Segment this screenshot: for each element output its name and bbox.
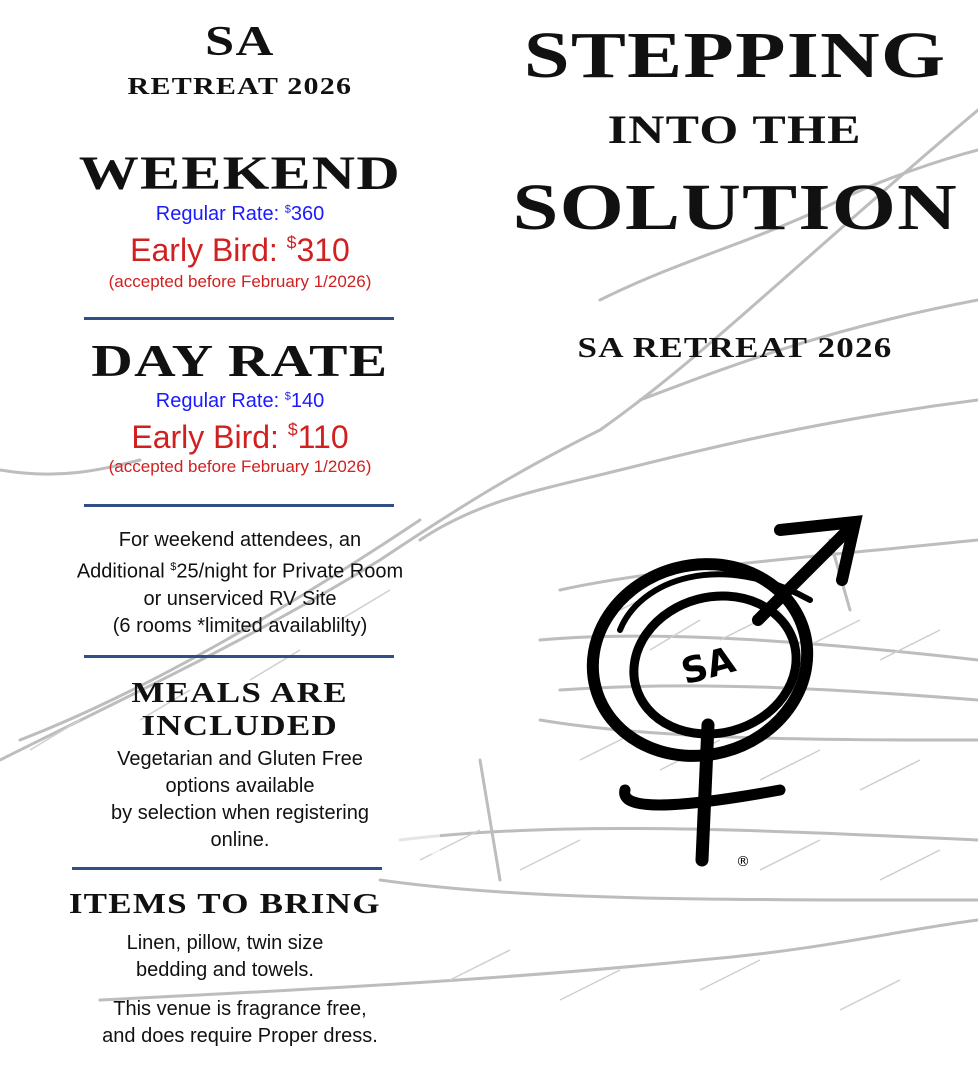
weekend-regular-rate: Regular Rate: $360 xyxy=(155,203,325,225)
day-deadline-note: (accepted before February 1/2026) xyxy=(108,457,372,476)
weekend-deadline-note: (accepted before February 1/2026) xyxy=(108,272,372,291)
retreat-subtitle: SA RETREAT 2026 xyxy=(577,333,893,364)
day-early-bird: Early Bird: $110 xyxy=(131,419,349,455)
logo-sa-text: SA xyxy=(677,639,740,694)
divider xyxy=(84,317,394,320)
title-into-the: INTO THE xyxy=(607,107,863,152)
title-solution: SOLUTION xyxy=(512,171,958,244)
day-regular-rate: Regular Rate: $140 xyxy=(155,390,325,412)
weekend-early-bird: Early Bird: $310 xyxy=(130,232,350,268)
items-list: Linen, pillow, twin size bedding and towels. xyxy=(126,932,324,981)
header-sa: SA xyxy=(205,19,275,65)
meals-heading: MEALS ARE INCLUDED xyxy=(131,678,349,742)
venue-note: This venue is fragrance free, and does require Proper dress. xyxy=(102,998,378,1047)
divider xyxy=(72,867,382,870)
items-heading: ITEMS TO BRING xyxy=(69,889,381,920)
private-room-info: For weekend attendees, an Additional $25/night for Private Room or unserviced RV Site (6 rooms *limited availablilty) xyxy=(76,529,404,637)
day-rate-heading: DAY RATE xyxy=(91,335,389,386)
sa-logo xyxy=(580,510,880,880)
weekend-heading: WEEKEND xyxy=(78,147,402,200)
divider xyxy=(84,504,394,507)
divider xyxy=(84,655,394,658)
header-retreat-year: RETREAT 2026 xyxy=(127,74,353,100)
meals-info: Vegetarian and Gluten Free options available by selection when registering online. xyxy=(40,746,440,854)
title-stepping: STEPPING xyxy=(523,19,947,92)
registered-mark: ® xyxy=(736,854,750,870)
